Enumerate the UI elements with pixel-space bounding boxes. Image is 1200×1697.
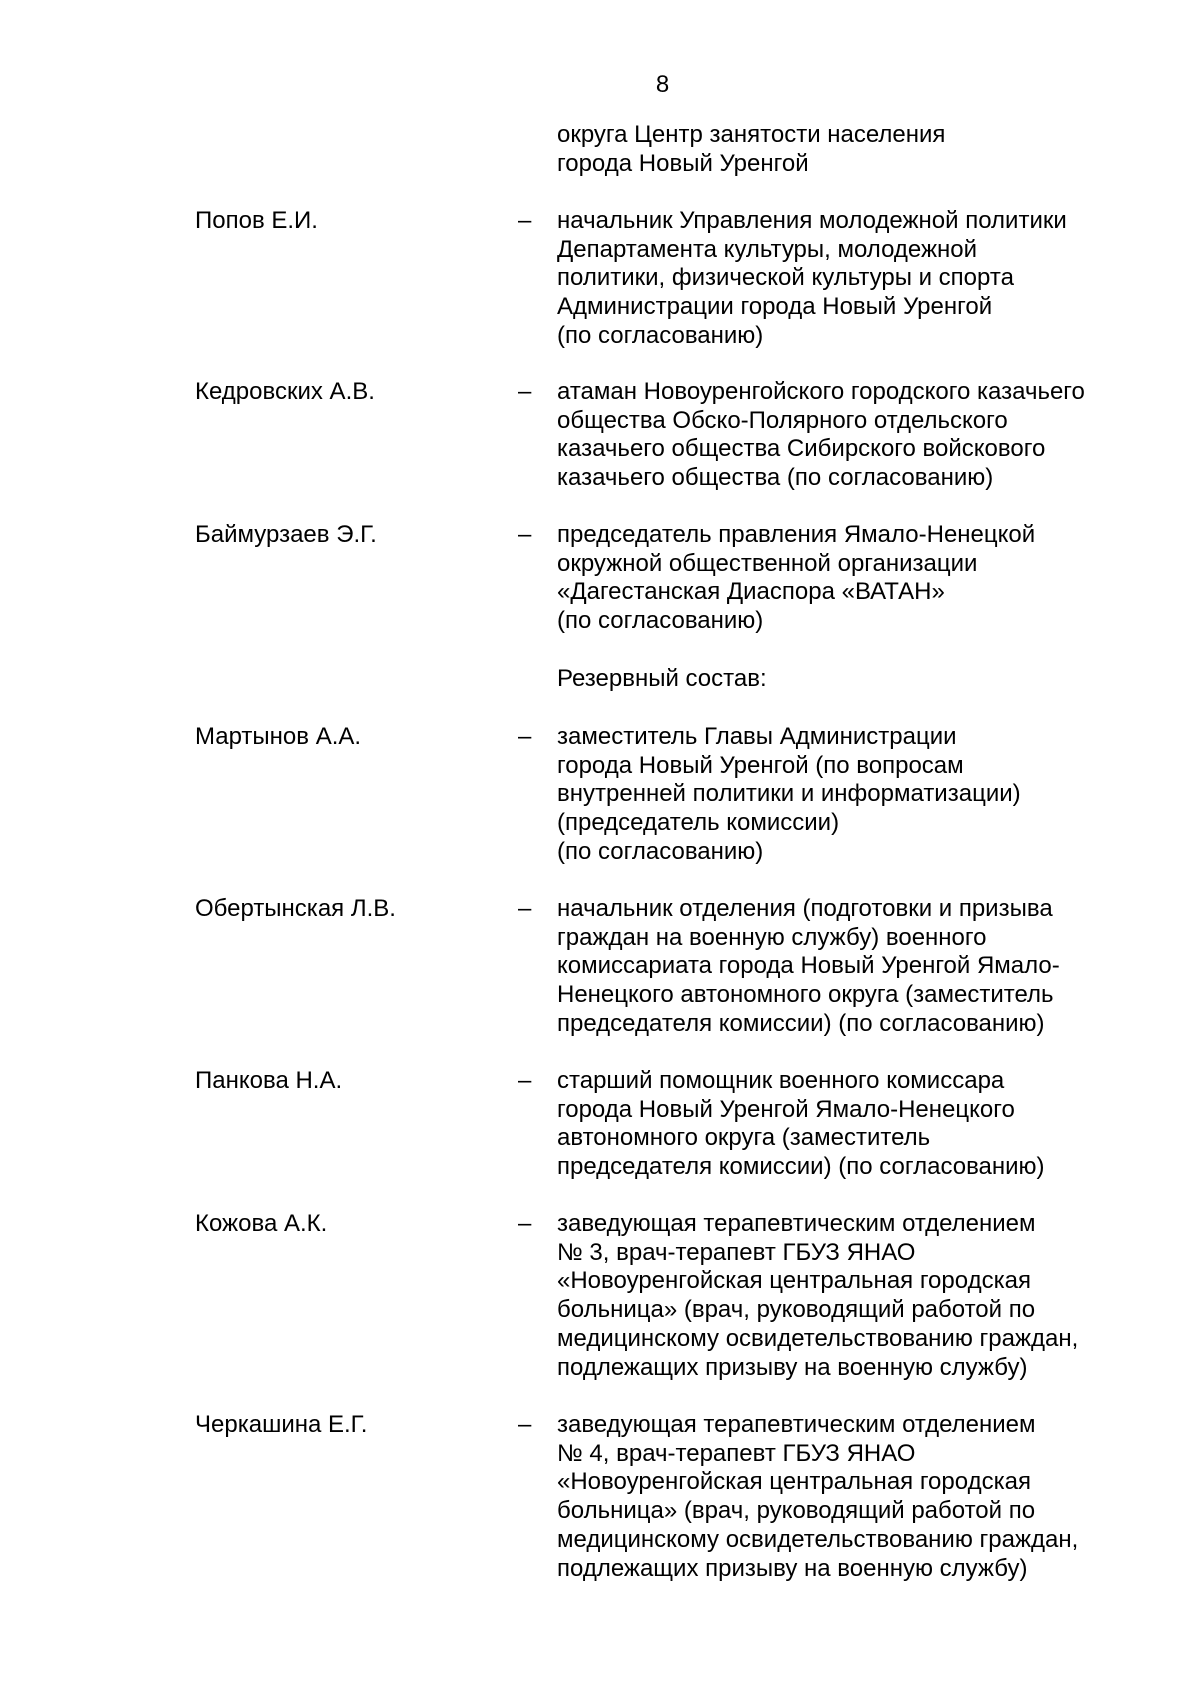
member-description: заведующая терапевтическим отделением № 3, врач-терапевт ГБУЗ ЯНАО «Новоуренгойская центральная городская больница» (врач, руководящий работой по медицинскому освидетельствованию граждан, подлежащих призыву на военную службу) bbox=[557, 1210, 1079, 1381]
member-description: заместитель Главы Администрации города Новый Уренгой (по вопросам внутренней политики и информатизации) (председатель комиссии) (по согласованию) bbox=[557, 723, 1021, 865]
member-description: старший помощник военного комиссара города Новый Уренгой Ямало-Ненецкого автономного округа (заместитель председателя комиссии) (по согласованию) bbox=[557, 1067, 1045, 1181]
dash: – bbox=[518, 207, 532, 234]
member-name: Обертынская Л.В. bbox=[195, 895, 396, 922]
dash: – bbox=[518, 1067, 532, 1094]
member-name: Мартынов А.А. bbox=[195, 723, 362, 750]
continuation-text: округа Центр занятости населения города Новый Уренгой bbox=[557, 121, 946, 177]
dash: – bbox=[518, 723, 532, 750]
dash: – bbox=[518, 895, 532, 922]
dash: – bbox=[518, 1210, 532, 1237]
dash: – bbox=[518, 1411, 532, 1438]
member-description: заведующая терапевтическим отделением № 4, врач-терапевт ГБУЗ ЯНАО «Новоуренгойская центральная городская больница» (врач, руководящий работой по медицинскому освидетельствованию граждан, подлежащих призыву на военную службу) bbox=[557, 1411, 1079, 1582]
member-description: начальник отделения (подготовки и призыва граждан на военную службу) военного комиссариата города Новый Уренгой Ямало- Ненецкого автономного округа (заместитель председателя комиссии) (по согласованию) bbox=[557, 895, 1060, 1037]
member-name: Панкова Н.А. bbox=[195, 1067, 343, 1094]
member-name: Попов Е.И. bbox=[195, 207, 318, 234]
member-name: Кедровских А.В. bbox=[195, 378, 375, 405]
member-name: Черкашина Е.Г. bbox=[195, 1411, 368, 1438]
member-description: начальник Управления молодежной политики Департамента культуры, молодежной политики, физической культуры и спорта Администрации города Новый Уренгой (по согласованию) bbox=[557, 207, 1067, 349]
member-name: Баймурзаев Э.Г. bbox=[195, 521, 377, 548]
reserve-heading: Резервный состав: bbox=[557, 665, 767, 692]
dash: – bbox=[518, 378, 532, 405]
member-name: Кожова А.К. bbox=[195, 1210, 328, 1237]
page-number: 8 bbox=[655, 71, 670, 98]
member-description: председатель правления Ямало-Ненецкой окружной общественной организации «Дагестанская Диаспора «ВАТАН» (по согласованию) bbox=[557, 521, 1036, 635]
member-description: атаман Новоуренгойского городского казачьего общества Обско-Полярного отдельского казачьего общества Сибирского войскового казачьего общества (по согласованию) bbox=[557, 378, 1085, 492]
dash: – bbox=[518, 521, 532, 548]
